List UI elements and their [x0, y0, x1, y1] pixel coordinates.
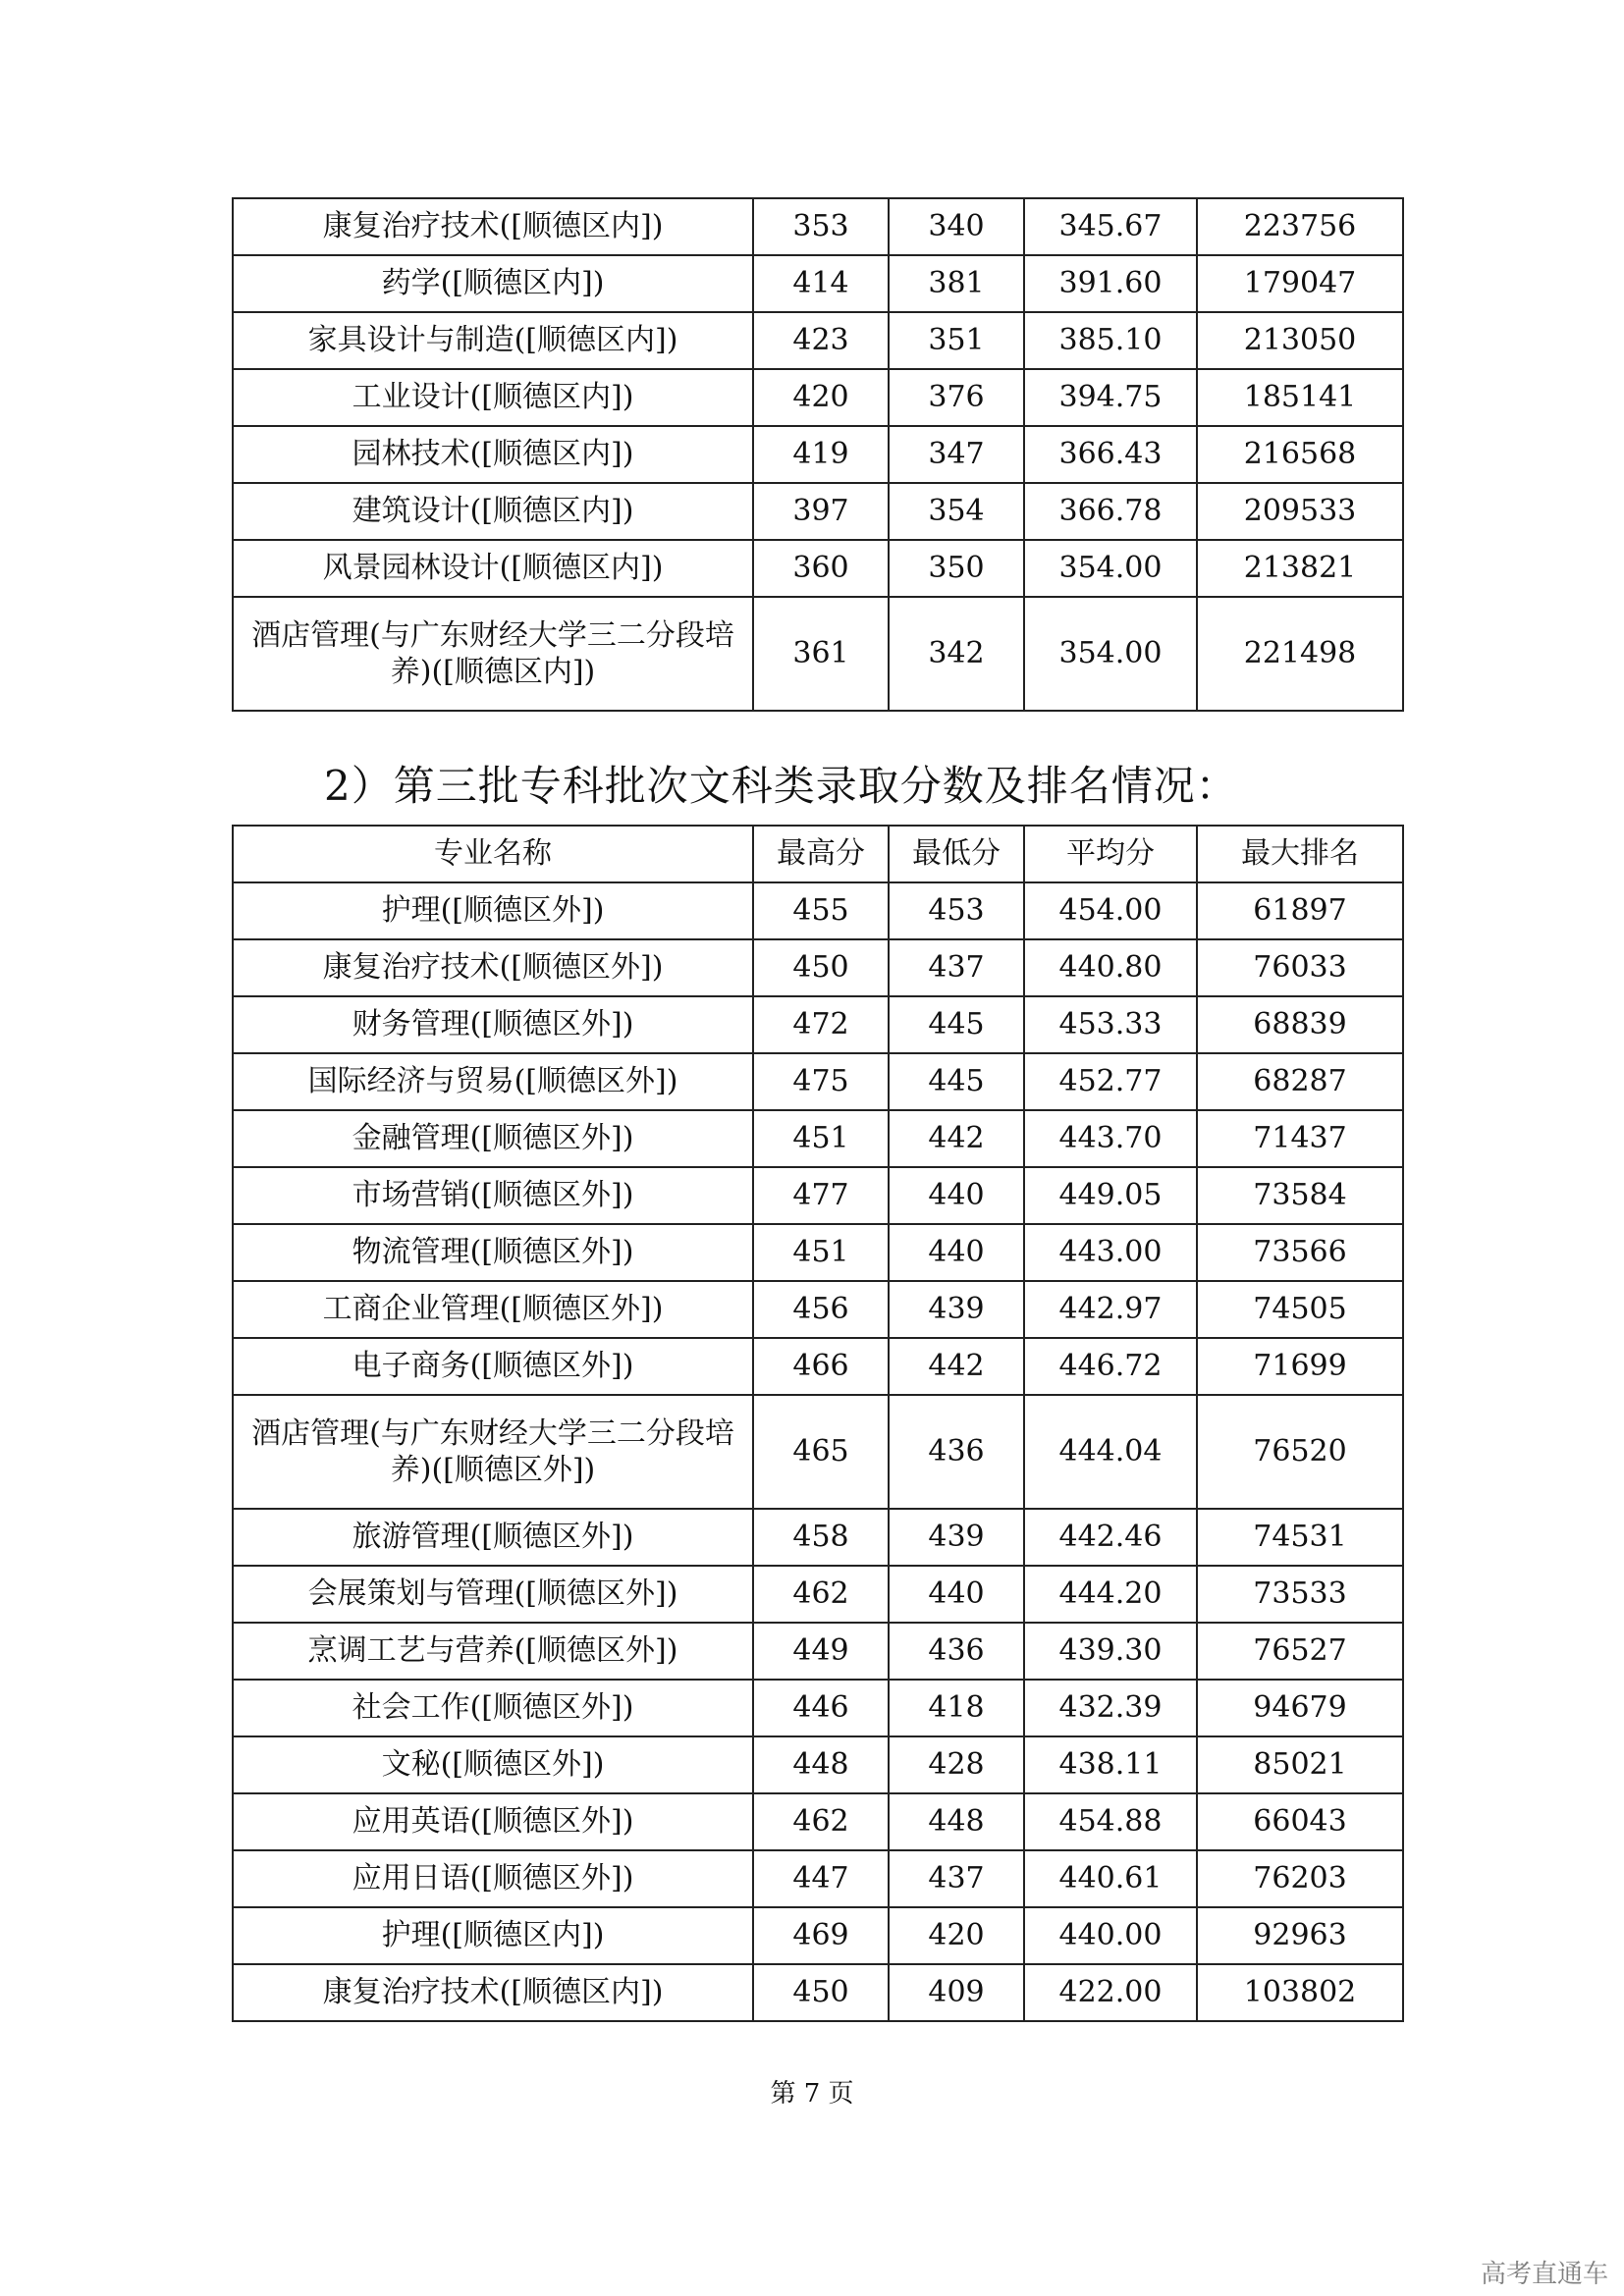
min-score-cell: 436: [889, 1395, 1024, 1509]
table-row: [233, 1224, 1403, 1281]
major-name-cell: 物流管理([顺德区外]): [233, 1224, 753, 1281]
avg-score-cell: 444.04: [1024, 1395, 1197, 1509]
max-score-cell: 450: [753, 939, 889, 996]
max-rank-cell: 74505: [1197, 1281, 1403, 1338]
max-rank-cell: 73533: [1197, 1566, 1403, 1623]
admission-table-continued: [232, 197, 1404, 712]
max-rank-cell: 76033: [1197, 939, 1403, 996]
major-name-cell: 社会工作([顺德区外]): [233, 1680, 753, 1736]
max-score-cell: 469: [753, 1907, 889, 1964]
avg-score-cell: 366.78: [1024, 483, 1197, 540]
min-score-cell: 436: [889, 1623, 1024, 1680]
avg-score-cell: 391.60: [1024, 255, 1197, 312]
min-score-cell: 351: [889, 312, 1024, 369]
table-row: [233, 1566, 1403, 1623]
major-name-cell: 应用英语([顺德区外]): [233, 1793, 753, 1850]
table-row: [233, 1110, 1403, 1167]
avg-score-cell: 443.70: [1024, 1110, 1197, 1167]
avg-score-cell: 366.43: [1024, 426, 1197, 483]
min-score-cell: 350: [889, 540, 1024, 597]
max-score-cell: 420: [753, 369, 889, 426]
min-score-cell: 428: [889, 1736, 1024, 1793]
max-rank-cell: 94679: [1197, 1680, 1403, 1736]
max-rank-cell: 213050: [1197, 312, 1403, 369]
max-rank-cell: 71437: [1197, 1110, 1403, 1167]
major-name-cell: 护理([顺德区外]): [233, 882, 753, 939]
max-score-cell: 361: [753, 597, 889, 711]
watermark: 高考直通车: [1480, 2260, 1608, 2289]
table-row: [233, 1281, 1403, 1338]
max-score-cell: 397: [753, 483, 889, 540]
table-b-header: [233, 826, 1403, 882]
table-row: [233, 312, 1403, 369]
avg-score-cell: 439.30: [1024, 1623, 1197, 1680]
avg-score-cell: 354.00: [1024, 540, 1197, 597]
max-rank-cell: 85021: [1197, 1736, 1403, 1793]
max-rank-cell: 179047: [1197, 255, 1403, 312]
min-score-cell: 376: [889, 369, 1024, 426]
major-name-cell: 旅游管理([顺德区外]): [233, 1509, 753, 1566]
max-score-cell: 465: [753, 1395, 889, 1509]
min-score-cell: 354: [889, 483, 1024, 540]
max-score-cell: 451: [753, 1110, 889, 1167]
avg-score-cell: 422.00: [1024, 1964, 1197, 2021]
max-rank-cell: 213821: [1197, 540, 1403, 597]
header-avg-score: 平均分: [1024, 826, 1197, 882]
table-row: [233, 939, 1403, 996]
table-row: [233, 369, 1403, 426]
max-score-cell: 475: [753, 1053, 889, 1110]
max-rank-cell: 92963: [1197, 1907, 1403, 1964]
max-rank-cell: 74531: [1197, 1509, 1403, 1566]
max-score-cell: 446: [753, 1680, 889, 1736]
avg-score-cell: 440.00: [1024, 1907, 1197, 1964]
table-row: [233, 1509, 1403, 1566]
major-name-cell: 建筑设计([顺德区内]): [233, 483, 753, 540]
major-name-cell: 会展策划与管理([顺德区外]): [233, 1566, 753, 1623]
avg-score-cell: 440.80: [1024, 939, 1197, 996]
max-rank-cell: 185141: [1197, 369, 1403, 426]
min-score-cell: 442: [889, 1110, 1024, 1167]
table-row: [233, 1167, 1403, 1224]
min-score-cell: 439: [889, 1281, 1024, 1338]
avg-score-cell: 432.39: [1024, 1680, 1197, 1736]
max-rank-cell: 209533: [1197, 483, 1403, 540]
max-rank-cell: 68287: [1197, 1053, 1403, 1110]
max-score-cell: 462: [753, 1793, 889, 1850]
max-rank-cell: 68839: [1197, 996, 1403, 1053]
avg-score-cell: 443.00: [1024, 1224, 1197, 1281]
max-score-cell: 456: [753, 1281, 889, 1338]
avg-score-cell: 442.46: [1024, 1509, 1197, 1566]
max-score-cell: 449: [753, 1623, 889, 1680]
max-rank-cell: 103802: [1197, 1964, 1403, 2021]
avg-score-cell: 394.75: [1024, 369, 1197, 426]
min-score-cell: 439: [889, 1509, 1024, 1566]
table-row: [233, 597, 1403, 711]
major-name-cell: 酒店管理(与广东财经大学三二分段培养)([顺德区外]): [233, 1395, 753, 1509]
avg-score-cell: 453.33: [1024, 996, 1197, 1053]
table-a-body: [233, 198, 1403, 711]
major-name-cell: 财务管理([顺德区外]): [233, 996, 753, 1053]
min-score-cell: 440: [889, 1566, 1024, 1623]
major-name-cell: 酒店管理(与广东财经大学三二分段培养)([顺德区内]): [233, 597, 753, 711]
max-rank-cell: 221498: [1197, 597, 1403, 711]
max-rank-cell: 216568: [1197, 426, 1403, 483]
max-score-cell: 455: [753, 882, 889, 939]
max-score-cell: 458: [753, 1509, 889, 1566]
table-row: [233, 1338, 1403, 1395]
min-score-cell: 445: [889, 1053, 1024, 1110]
table-row: [233, 1395, 1403, 1509]
major-name-cell: 护理([顺德区内]): [233, 1907, 753, 1964]
min-score-cell: 381: [889, 255, 1024, 312]
header-max-score: 最高分: [753, 826, 889, 882]
table-row: [233, 426, 1403, 483]
major-name-cell: 文秘([顺德区外]): [233, 1736, 753, 1793]
avg-score-cell: 354.00: [1024, 597, 1197, 711]
major-name-cell: 金融管理([顺德区外]): [233, 1110, 753, 1167]
min-score-cell: 453: [889, 882, 1024, 939]
table-row: [233, 198, 1403, 255]
max-score-cell: 472: [753, 996, 889, 1053]
major-name-cell: 园林技术([顺德区内]): [233, 426, 753, 483]
max-rank-cell: 66043: [1197, 1793, 1403, 1850]
table-row: [233, 1736, 1403, 1793]
min-score-cell: 347: [889, 426, 1024, 483]
max-score-cell: 448: [753, 1736, 889, 1793]
avg-score-cell: 452.77: [1024, 1053, 1197, 1110]
max-rank-cell: 71699: [1197, 1338, 1403, 1395]
max-rank-cell: 61897: [1197, 882, 1403, 939]
avg-score-cell: 444.20: [1024, 1566, 1197, 1623]
max-score-cell: 353: [753, 198, 889, 255]
max-rank-cell: 73584: [1197, 1167, 1403, 1224]
avg-score-cell: 440.61: [1024, 1850, 1197, 1907]
major-name-cell: 电子商务([顺德区外]): [233, 1338, 753, 1395]
section-heading: 2）第三批专科批次文科类录取分数及排名情况：: [324, 762, 1238, 810]
max-rank-cell: 73566: [1197, 1224, 1403, 1281]
min-score-cell: 437: [889, 1850, 1024, 1907]
avg-score-cell: 438.11: [1024, 1736, 1197, 1793]
min-score-cell: 342: [889, 597, 1024, 711]
major-name-cell: 工业设计([顺德区内]): [233, 369, 753, 426]
max-rank-cell: 76520: [1197, 1395, 1403, 1509]
table-row: [233, 1793, 1403, 1850]
min-score-cell: 448: [889, 1793, 1024, 1850]
major-name-cell: 康复治疗技术([顺德区内]): [233, 1964, 753, 2021]
max-score-cell: 360: [753, 540, 889, 597]
min-score-cell: 440: [889, 1167, 1024, 1224]
major-name-cell: 药学([顺德区内]): [233, 255, 753, 312]
max-score-cell: 450: [753, 1964, 889, 2021]
max-score-cell: 462: [753, 1566, 889, 1623]
max-rank-cell: 76203: [1197, 1850, 1403, 1907]
max-score-cell: 419: [753, 426, 889, 483]
min-score-cell: 340: [889, 198, 1024, 255]
table-row: [233, 1623, 1403, 1680]
min-score-cell: 409: [889, 1964, 1024, 2021]
major-name-cell: 国际经济与贸易([顺德区外]): [233, 1053, 753, 1110]
min-score-cell: 418: [889, 1680, 1024, 1736]
avg-score-cell: 454.00: [1024, 882, 1197, 939]
max-rank-cell: 223756: [1197, 198, 1403, 255]
max-score-cell: 477: [753, 1167, 889, 1224]
min-score-cell: 420: [889, 1907, 1024, 1964]
table-row: [233, 1680, 1403, 1736]
major-name-cell: 康复治疗技术([顺德区外]): [233, 939, 753, 996]
max-score-cell: 447: [753, 1850, 889, 1907]
avg-score-cell: 442.97: [1024, 1281, 1197, 1338]
max-rank-cell: 76527: [1197, 1623, 1403, 1680]
major-name-cell: 烹调工艺与营养([顺德区外]): [233, 1623, 753, 1680]
max-score-cell: 423: [753, 312, 889, 369]
min-score-cell: 440: [889, 1224, 1024, 1281]
avg-score-cell: 345.67: [1024, 198, 1197, 255]
min-score-cell: 437: [889, 939, 1024, 996]
avg-score-cell: 446.72: [1024, 1338, 1197, 1395]
header-min-score: 最低分: [889, 826, 1024, 882]
avg-score-cell: 449.05: [1024, 1167, 1197, 1224]
major-name-cell: 风景园林设计([顺德区内]): [233, 540, 753, 597]
table-row: [233, 483, 1403, 540]
major-name-cell: 工商企业管理([顺德区外]): [233, 1281, 753, 1338]
table-row: [233, 255, 1403, 312]
major-name-cell: 应用日语([顺德区外]): [233, 1850, 753, 1907]
max-score-cell: 414: [753, 255, 889, 312]
min-score-cell: 442: [889, 1338, 1024, 1395]
major-name-cell: 康复治疗技术([顺德区内]): [233, 198, 753, 255]
table-row: [233, 996, 1403, 1053]
header-max-rank: 最大排名: [1197, 826, 1403, 882]
table-row: [233, 1850, 1403, 1907]
major-name-cell: 市场营销([顺德区外]): [233, 1167, 753, 1224]
table-row: [233, 540, 1403, 597]
header-major: 专业名称: [233, 826, 753, 882]
table-row: [233, 1964, 1403, 2021]
table-row: [233, 1053, 1403, 1110]
avg-score-cell: 385.10: [1024, 312, 1197, 369]
max-score-cell: 451: [753, 1224, 889, 1281]
admission-table-arts: [232, 825, 1404, 2022]
max-score-cell: 466: [753, 1338, 889, 1395]
table-b-body: [233, 882, 1403, 2021]
min-score-cell: 445: [889, 996, 1024, 1053]
table-row: [233, 882, 1403, 939]
major-name-cell: 家具设计与制造([顺德区内]): [233, 312, 753, 369]
table-row: [233, 1907, 1403, 1964]
avg-score-cell: 454.88: [1024, 1793, 1197, 1850]
page-number: 第 7 页: [770, 2079, 854, 2109]
